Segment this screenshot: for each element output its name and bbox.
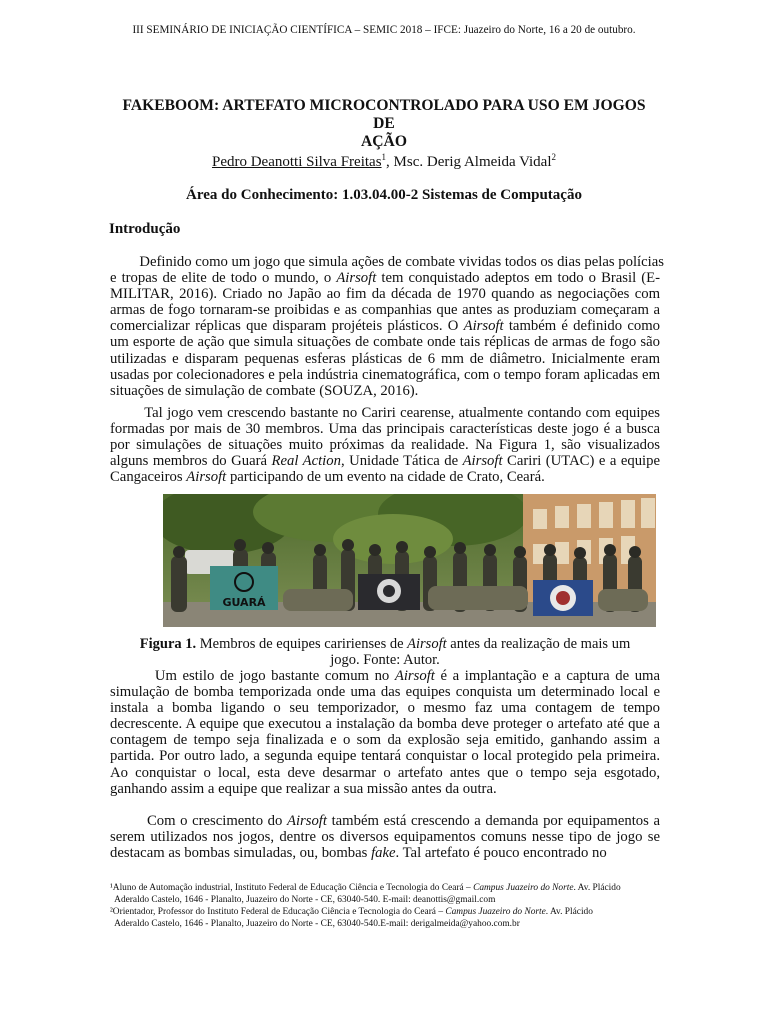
paragraph-3 bbox=[110, 668, 660, 797]
text-line: ²Orientador, Professor do Instituto Federal de Educação Ciência e Tecnologia do Ceará – Campus Juazeiro do Norte. Av. Plácido bbox=[110, 907, 593, 917]
text-line: Ao conquistar o local, esta deve desarmar o artefato antes que o tempo seja esgotado, bbox=[110, 764, 660, 781]
paper-title bbox=[110, 97, 658, 151]
text-line: formadas por mais de 30 membros. Uma das principais características deste jogo é a busca bbox=[110, 421, 660, 438]
text-line: utilizadas e disparam pequenas esferas plásticas de 6 mm de diâmetro. Inicialmente eram bbox=[110, 350, 660, 367]
running-header: III SEMINÁRIO DE INICIAÇÃO CIENTÍFICA – SEMIC 2018 – IFCE: Juazeiro do Norte, 16 a 20 de outubro. bbox=[132, 24, 636, 36]
text-line: comercializar réplicas que disparam projéteis plásticos. O Airsoft também é definido como bbox=[110, 318, 660, 335]
text-line: Cangaceiros Airsoft participando de um evento na cidade de Crato, Ceará. bbox=[110, 469, 545, 486]
text-line: ¹Aluno de Automação industrial, Instituto Federal de Educação Ciência e Tecnologia do Ceará – Campus Juazeiro do Norte. Av. Plácido bbox=[110, 883, 621, 893]
text-line: por simulações de situações muito próximas da realidade. Na Figura 1, são visualizados bbox=[110, 437, 660, 454]
banner-text: GUARÁ bbox=[222, 596, 266, 609]
text-line: Tal jogo vem crescendo bastante no Cariri cearense, atualmente contando com equipes bbox=[110, 405, 660, 421]
text-line: ganhando assim a equipe que realizar a sua missão antes da outra. bbox=[110, 780, 497, 797]
text-line: partida. Por outro lado, a segunda equipe tentará conquistar o local protegido pela primeira. bbox=[110, 748, 660, 765]
text-line: e tropas de elite de todo o mundo, o Airsoft tem conquistado adeptos em todo o Brasil (E- bbox=[110, 270, 660, 287]
paragraph-1 bbox=[110, 254, 664, 399]
text-line: MILITAR, 2016). Criado no Japão ao fim da década de 1970 quando as negociações com bbox=[110, 286, 660, 303]
text-line: Aderaldo Castelo, 1646 - Planalto, Juazeiro do Norte - CE, 63040-540.E-mail: derigalmeida@yahoo.com.br bbox=[110, 919, 520, 929]
text-line: Com o crescimento do Airsoft também está crescendo a demanda por equipamentos a bbox=[110, 813, 660, 829]
text-line: instala a bomba ligando o seu temporizador, o mesmo faz uma contagem de tempo bbox=[110, 700, 660, 717]
paragraph-2 bbox=[110, 405, 660, 485]
text-line: simulação de bomba temporizada onde uma das equipes conquista um determinado local e bbox=[110, 684, 660, 701]
title-line-1: FAKEBOOM: ARTEFATO MICROCONTROLADO PARA USO EM JOGOS DE bbox=[122, 97, 646, 132]
figure-1-photo bbox=[163, 494, 656, 627]
paragraph-4 bbox=[110, 813, 660, 861]
figure-caption bbox=[110, 636, 660, 668]
text-line: Um estilo de jogo bastante comum no Airsoft é a implantação e a captura de uma bbox=[110, 668, 660, 684]
author-1: Pedro Deanotti Silva Freitas bbox=[211, 154, 382, 170]
author-1-sup: 1 bbox=[381, 152, 387, 162]
knowledge-area: Área do Conhecimento: 1.03.04.00-2 Sistemas de Computação bbox=[186, 187, 582, 203]
text-line: contagem de tempo seja finalizada e o som da explosão seja emitido, ganhando assim a bbox=[110, 732, 660, 749]
caption-text-1: Membros de equipes caririenses de Airsoft antes da realização de mais um bbox=[196, 636, 631, 652]
text-line: decrescente. A equipe que executou a instalação da bomba deve proteger o artefato até que a bbox=[110, 716, 660, 733]
text-line: usadas por colecionadores e pela indústria cinematográfica, com o tempo foram aplicadas em bbox=[110, 366, 660, 383]
text-line: armas de fogo tornaram-se proibidas e as companhias que antes as produziam começaram a bbox=[110, 302, 660, 319]
authors bbox=[0, 152, 768, 171]
section-heading: Introdução bbox=[109, 221, 181, 237]
text-line: alguns membros do Guará Real Action, Unidade Tática de Airsoft Cariri (UTAC) e a equipe bbox=[110, 453, 660, 470]
footnote-block bbox=[110, 882, 696, 930]
author-2: , Msc. Derig Almeida Vidal bbox=[386, 154, 552, 170]
text-line: um esporte de ação que simula situações de combate onde tais réplicas de armas de fogo são bbox=[110, 334, 660, 351]
caption-line-2: jogo. Fonte: Autor. bbox=[330, 652, 440, 668]
author-2-sup: 2 bbox=[551, 152, 557, 162]
title-line-2: AÇÃO bbox=[361, 133, 407, 150]
caption-label: Figura 1. bbox=[139, 636, 197, 652]
caption-line-1 bbox=[110, 636, 660, 652]
text-line: destacam as bombas simuladas, ou, bombas fake. Tal artefato é pouco encontrado no bbox=[110, 845, 607, 862]
footnotes bbox=[110, 882, 696, 930]
text-line: situações de simulação de combate (SOUZA, 2016). bbox=[110, 382, 419, 399]
text-line: Definido como um jogo que simula ações de combate vividas todos os dias pelas polícias bbox=[110, 254, 664, 270]
text-line: serem utilizados nos jogos, dentre os diversos equipamentos comuns nesse tipo de jogo se bbox=[110, 829, 660, 846]
text-line: Aderaldo Castelo, 1646 - Planalto, Juazeiro do Norte - CE, 63040-540. E-mail: deanottis@gmail.com bbox=[110, 895, 496, 905]
